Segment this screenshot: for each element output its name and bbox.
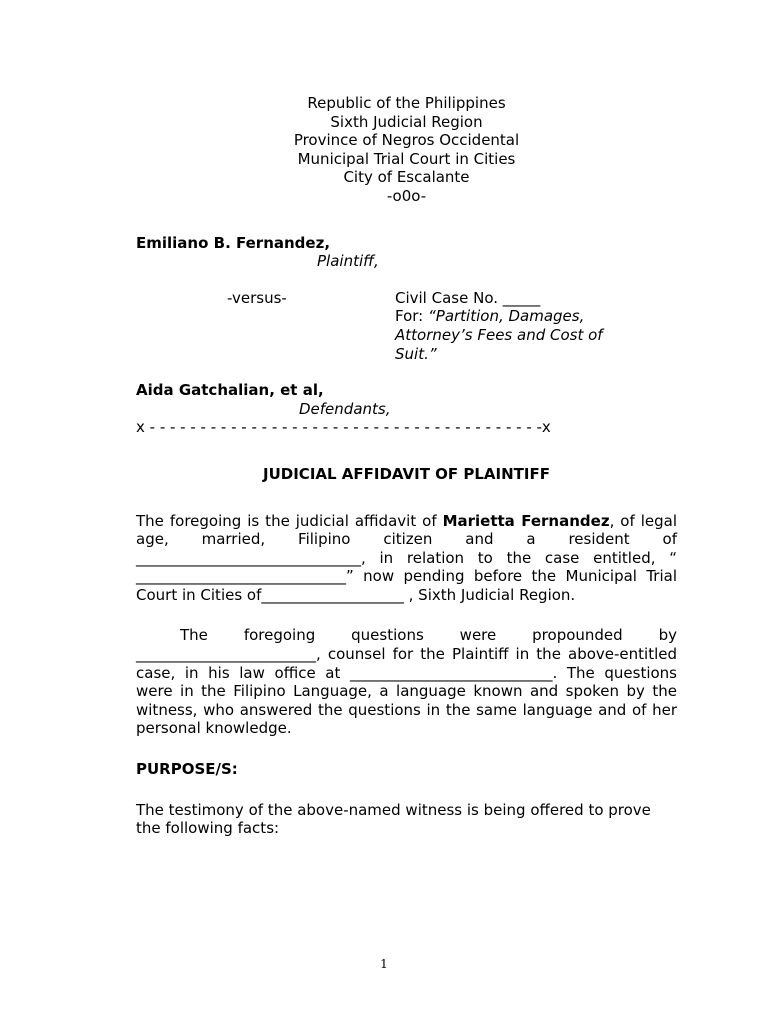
- paragraph-intro: [136, 512, 677, 605]
- case-nature-prefix: For:: [395, 307, 428, 326]
- caption-divider: x - - - - - - - - - - - - - - - - - - - - - - - - - - - - - - - - - - - - - - -x: [136, 418, 551, 437]
- document-body: [136, 94, 677, 838]
- page-number: 1: [380, 957, 388, 971]
- defendant-name: Aida Gatchalian, et al,: [136, 381, 324, 400]
- affiant-name: Marietta Fernandez: [442, 511, 610, 530]
- case-caption: [136, 234, 677, 437]
- header-line: Municipal Trial Court in Cities: [297, 149, 516, 168]
- header-ornament: -o0o-: [386, 186, 427, 205]
- document-title: JUDICIAL AFFIDAVIT OF PLAINTIFF: [263, 464, 550, 483]
- case-nature: Suit.”: [395, 344, 437, 363]
- case-nature-line: [395, 307, 584, 326]
- versus-label: -versus-: [227, 288, 287, 307]
- purpose-text: The testimony of the above-named witness is being offered to prove the following facts:: [136, 800, 651, 838]
- civil-case-number: Civil Case No. _____: [395, 288, 541, 307]
- plaintiff-role: Plaintiff,: [317, 252, 379, 271]
- header-line: City of Escalante: [343, 168, 470, 187]
- header-line: Sixth Judicial Region: [330, 112, 483, 131]
- defendant-role: Defendants,: [299, 399, 391, 418]
- case-nature: “Partition, Damages,: [428, 307, 585, 326]
- paragraph-questions: The foregoing questions were propounded by ________________________, counsel for the Plaintiff in the above-entitled case, in his law office at ___________________________. The questions were in the Filipino Language, a language known and spoken by the witness, who answered the questions in the same language and of her personal knowledge.: [136, 626, 677, 738]
- header-line: Republic of the Philippines: [307, 94, 506, 112]
- court-header: [136, 94, 677, 206]
- plaintiff-name: Emiliano B. Fernandez,: [136, 233, 331, 252]
- paragraph-text: The foregoing is the judicial affidavit of: [136, 511, 443, 530]
- paragraph-text: , of legal age, married, Filipino citizen and a resident of ______________________________, in relation to the case entitled, “ ____________________________” now pending before the Municipal Trial Court in Cities of___________________ , Sixth Judicial Region.: [136, 511, 677, 604]
- header-line: Province of Negros Occidental: [293, 131, 520, 150]
- purpose-heading: PURPOSE/S:: [136, 760, 238, 779]
- case-nature: Attorney’s Fees and Cost of: [395, 325, 603, 344]
